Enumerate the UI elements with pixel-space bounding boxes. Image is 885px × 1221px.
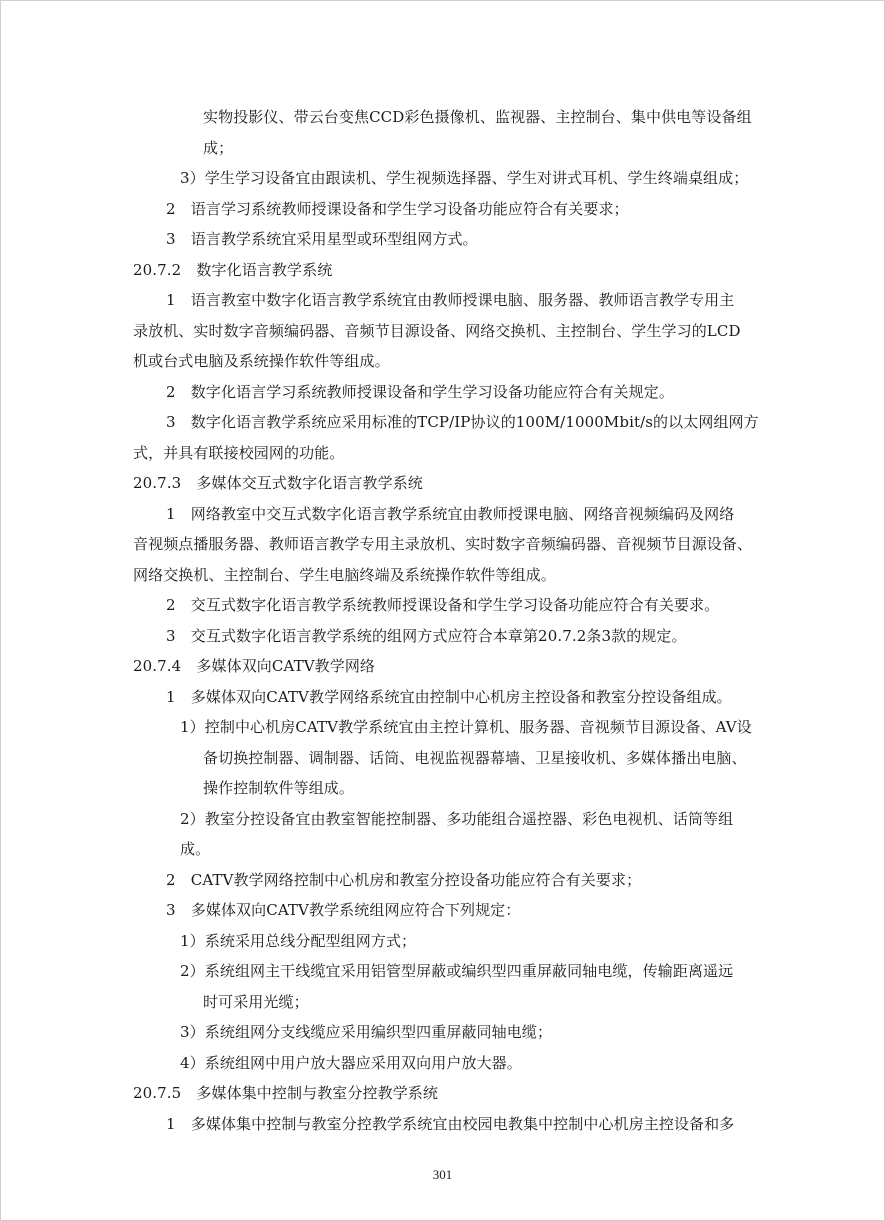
text-line: 4）系统组网中用户放大器应采用双向用户放大器。 xyxy=(180,1053,522,1072)
text-line: 3 多媒体双向CATV教学系统组网应符合下列规定： xyxy=(166,901,521,919)
text-line: 1 多媒体集中控制与教室分控教学系统宜由校园电教集中控制中心机房主控设备和多 xyxy=(166,1114,735,1133)
text-line: 2 语言学习系统教师授课设备和学生学习设备功能应符合有关要求； xyxy=(166,199,629,218)
text-line: 3）系统组网分支线缆应采用编织型四重屏蔽同轴电缆； xyxy=(180,1023,553,1041)
text-line: 机或台式电脑及系统操作软件等组成。 xyxy=(133,352,390,370)
text-line: 成； xyxy=(203,138,234,157)
text-line: 2）系统组网主干线缆宜采用铝管型屏蔽或编织型四重屏蔽同轴电缆，传输距离遥远 xyxy=(180,962,734,980)
section-heading: 20.7.5 多媒体集中控制与教室分控教学系统 xyxy=(133,1084,439,1102)
section-heading: 20.7.4 多媒体双向CATV教学网络 xyxy=(133,657,376,675)
text-line: 2 交互式数字化语言教学系统教师授课设备和学生学习设备功能应符合有关要求。 xyxy=(166,596,720,614)
text-line: 时可采用光缆； xyxy=(203,992,309,1011)
text-line: 3 交互式数字化语言教学系统的组网方式应符合本章第20.7.2条3款的规定。 xyxy=(166,626,687,645)
text-line: 录放机、实时数字音频编码器、音频节目源设备、网络交换机、主控制台、学生学习的LCD xyxy=(133,321,741,340)
text-line: 1）系统采用总线分配型组网方式； xyxy=(180,931,417,950)
text-line: 操作控制软件等组成。 xyxy=(203,779,355,797)
text-line: 3 数字化语言教学系统应采用标准的TCP/IP协议的100M/1000Mbit/s的以太网组网方 xyxy=(166,413,759,431)
text-line: 成。 xyxy=(180,840,211,858)
body-text xyxy=(133,102,759,1139)
page-number: 301 xyxy=(432,1167,453,1182)
section-heading: 20.7.2 数字化语言教学系统 xyxy=(133,260,333,279)
text-line: 1）控制中心机房CATV教学系统宜由主控计算机、服务器、音视频节目源设备、AV设 xyxy=(180,718,752,736)
section-heading: 20.7.3 多媒体交互式数字化语言教学系统 xyxy=(133,474,423,492)
text-line: 2 数字化语言学习系统教师授课设备和学生学习设备功能应符合有关规定。 xyxy=(166,382,674,401)
text-line: 2 CATV教学网络控制中心机房和教室分控设备功能应符合有关要求； xyxy=(166,870,642,889)
text-line: 实物投影仪、带云台变焦CCD彩色摄像机、监视器、主控制台、集中供电等设备组 xyxy=(203,108,752,126)
text-line: 1 多媒体双向CATV教学网络系统宜由控制中心机房主控设备和教室分控设备组成。 xyxy=(166,687,732,706)
text-line: 3）学生学习设备宜由跟读机、学生视频选择器、学生对讲式耳机、学生终端桌组成； xyxy=(180,169,749,187)
text-line: 2）教室分控设备宜由教室智能控制器、多功能组合遥控器、彩色电视机、话筒等组 xyxy=(180,809,734,828)
text-line: 音视频点播服务器、教师语言教学专用主录放机、实时数字音频编码器、音视频节目源设备、 xyxy=(133,535,753,553)
text-line: 3 语言教学系统宜采用星型或环型组网方式。 xyxy=(166,230,478,248)
text-line: 1 网络教室中交互式数字化语言教学系统宜由教师授课电脑、网络音视频编码及网络 xyxy=(166,504,735,523)
text-line: 式，并具有联接校园网的功能。 xyxy=(133,443,345,462)
text-line: 1 语言教室中数字化语言教学系统宜由教师授课电脑、服务器、教师语言教学专用主 xyxy=(166,291,735,309)
text-line: 备切换控制器、调制器、话筒、电视监视器幕墙、卫星接收机、多媒体播出电脑、 xyxy=(203,748,747,767)
text-line: 网络交换机、主控制台、学生电脑终端及系统操作软件等组成。 xyxy=(133,565,556,584)
